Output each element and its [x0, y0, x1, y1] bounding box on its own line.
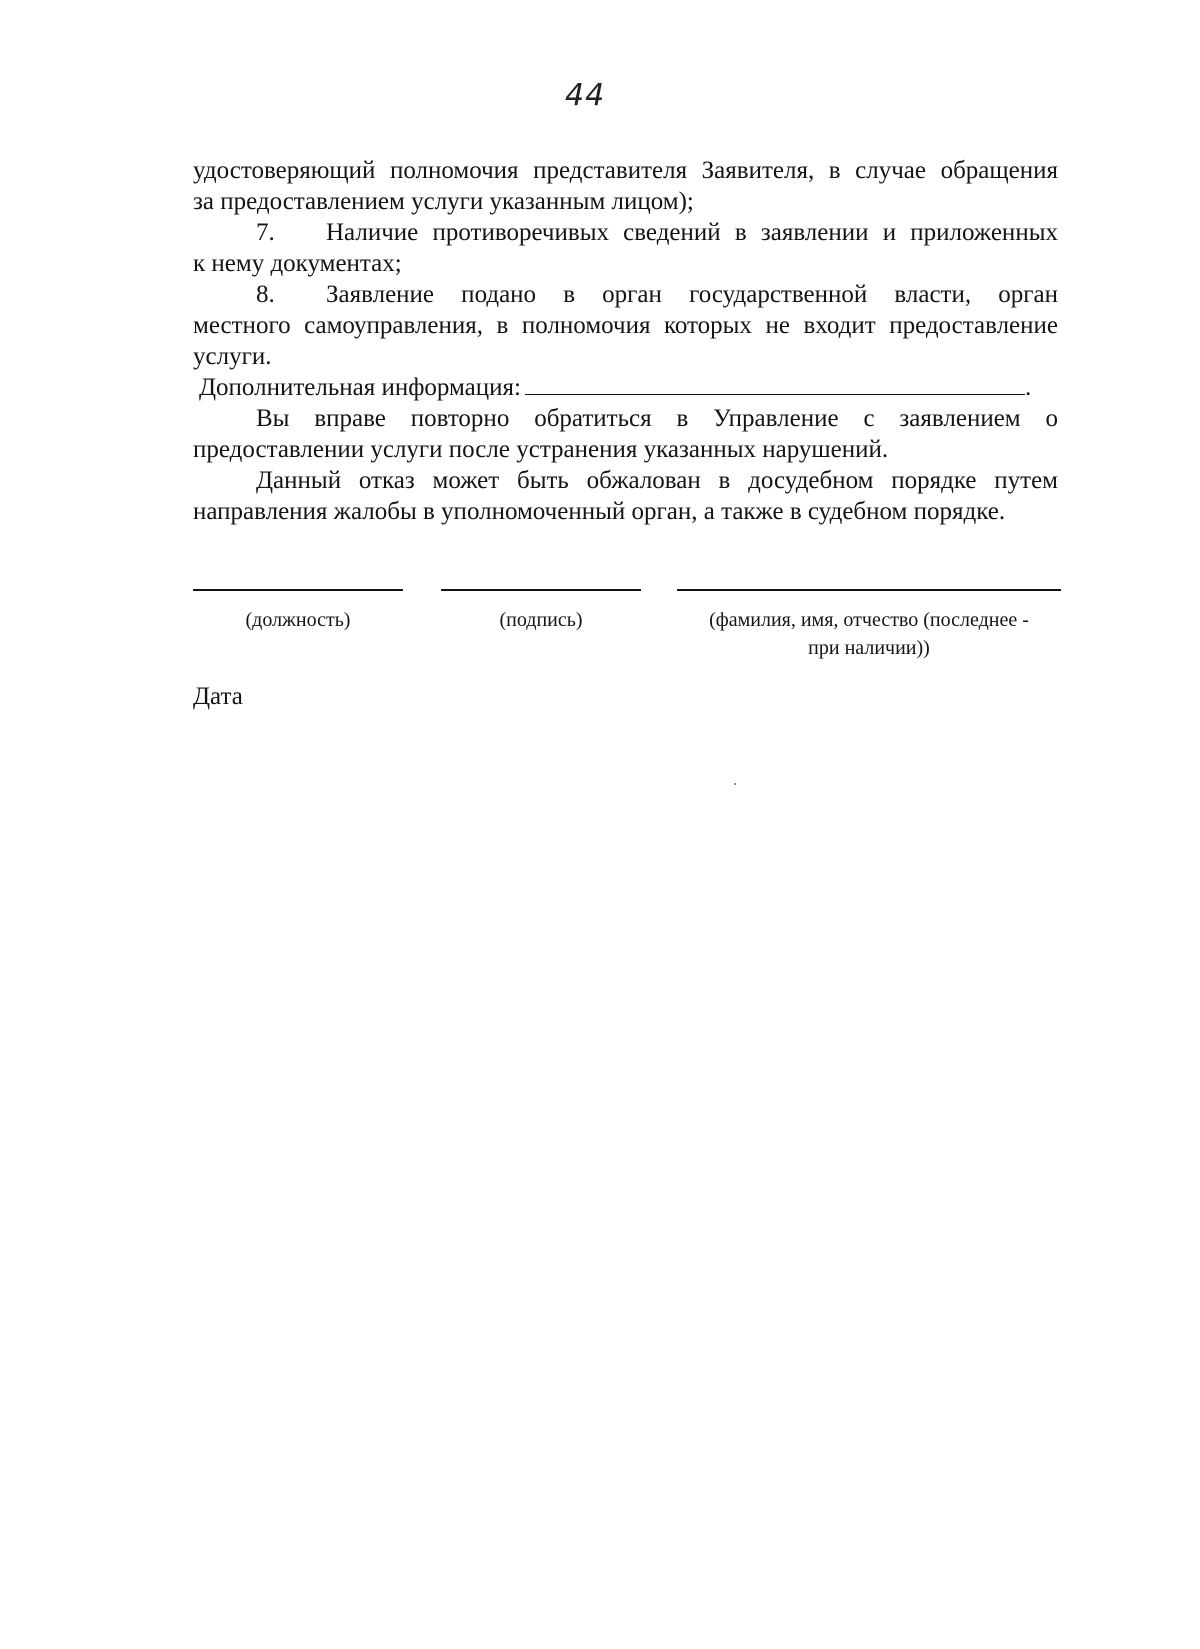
additional-info-field[interactable] [525, 372, 1025, 395]
paragraph-line: удостоверяющий полномочия представителя Заявителя, в случае обращения [193, 157, 1058, 184]
list-item-text: Заявление подано в орган государственной власти, орган [326, 281, 1058, 308]
paragraph-line: направления жалобы в уполномоченный орган, а также в судебном порядке. [193, 498, 1006, 525]
full-name-caption-line: при наличии)) [808, 637, 930, 659]
list-item-text: Наличие противоречивых сведений в заявлении и приложенных [326, 219, 1058, 246]
signature-caption: (подпись) [499, 609, 583, 631]
position-caption: (должность) [245, 609, 351, 631]
full-name-signature-line[interactable] [677, 589, 1061, 591]
full-name-caption-line: (фамилия, имя, отчество (последнее - [709, 609, 1029, 631]
additional-info-label: Дополнительная информация: [199, 374, 521, 401]
signature-line[interactable] [441, 589, 641, 591]
paragraph-line: Вы вправе повторно обратиться в Управление с заявлением о [256, 405, 1058, 432]
position-signature-line[interactable] [193, 589, 403, 591]
date-label: Дата [193, 683, 243, 710]
additional-info-row [193, 372, 1058, 403]
list-item-number: 7. [256, 219, 275, 246]
document-body [193, 155, 1058, 527]
scan-speck [734, 783, 736, 785]
paragraph-line: к нему документах; [193, 250, 402, 277]
paragraph-line: предоставлении услуги после устранения указанных нарушений. [193, 436, 889, 463]
full-name-caption [677, 606, 1061, 662]
additional-info-end: . [1025, 374, 1032, 401]
list-item-number: 8. [256, 281, 275, 308]
paragraph-line: Данный отказ может быть обжалован в досудебном порядке путем [256, 467, 1058, 494]
paragraph-line: за предоставлением услуги указанным лицом); [193, 188, 694, 215]
page-number: 44 [565, 78, 606, 113]
list-item-8 [193, 279, 1058, 310]
list-item-7 [193, 217, 1058, 248]
paragraph-line: услуги. [193, 343, 272, 370]
paragraph-line: местного самоуправления, в полномочия которых не входит предоставление [193, 312, 1058, 339]
